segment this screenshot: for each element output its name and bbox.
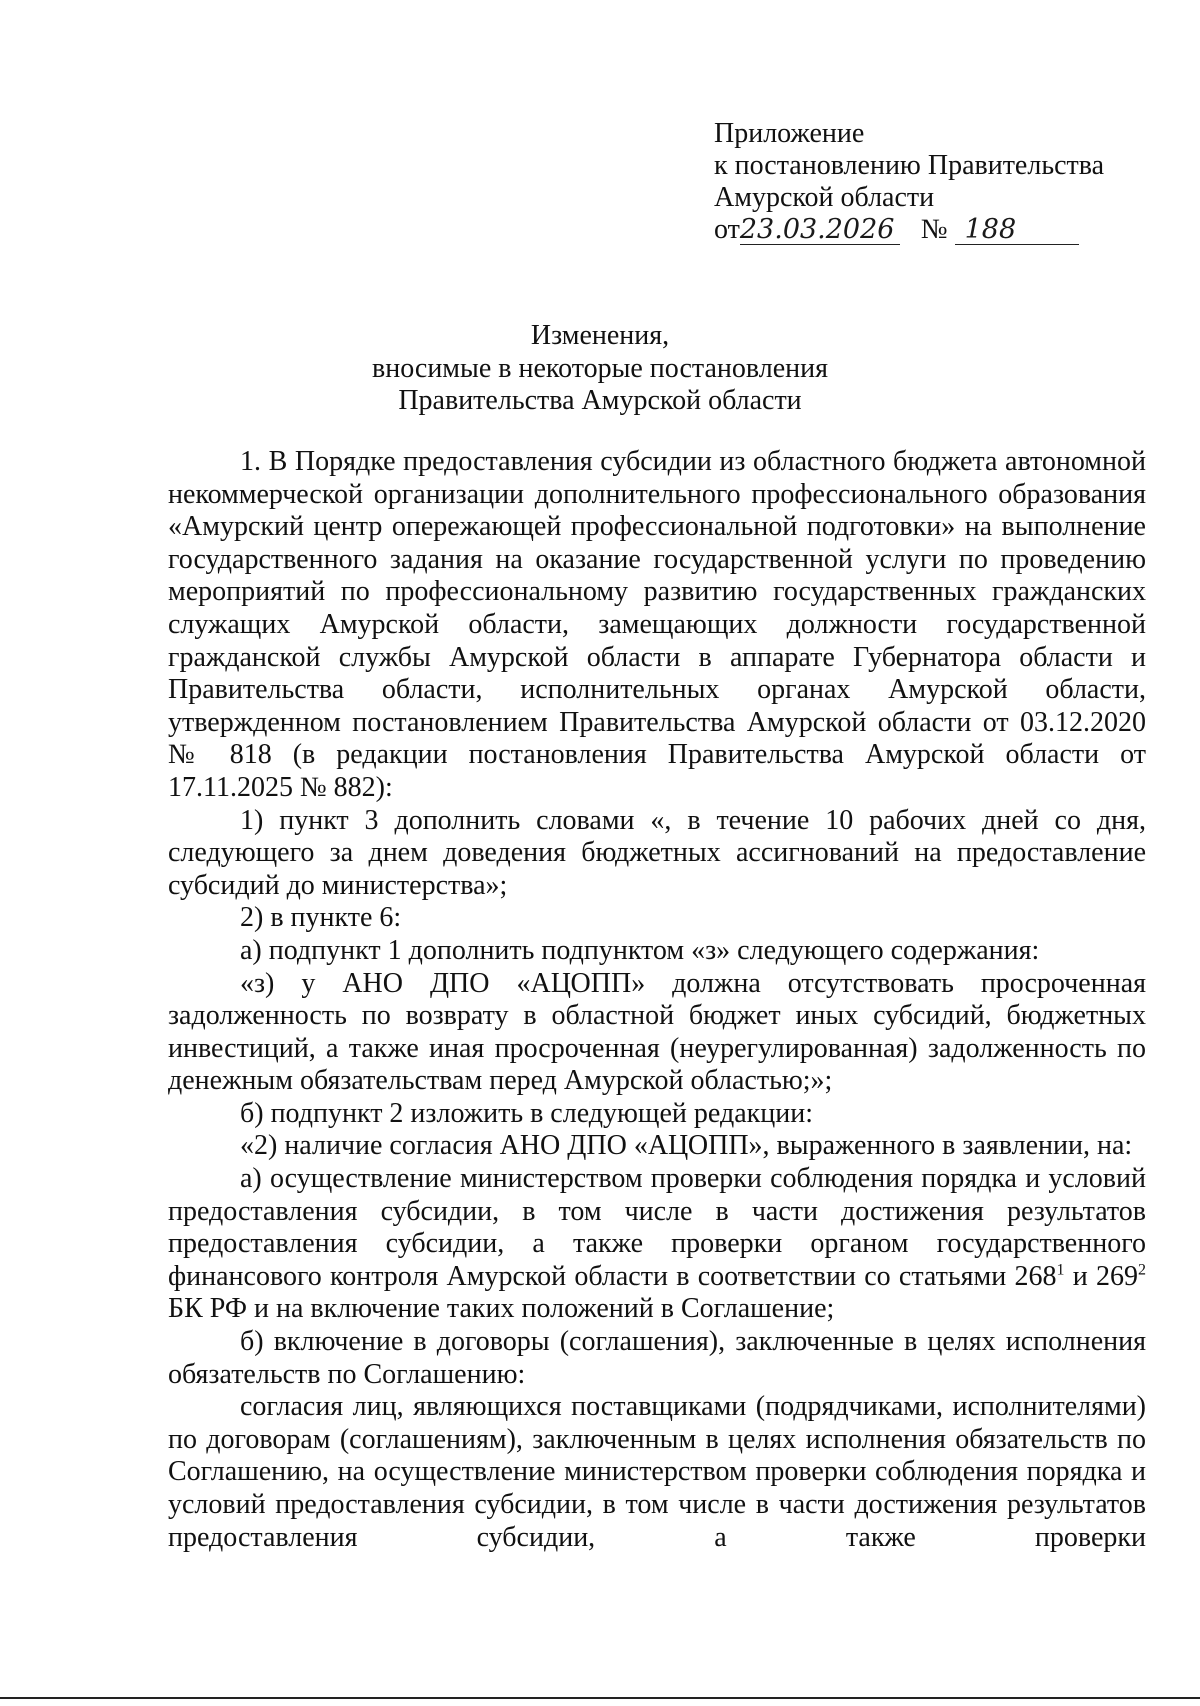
paragraph-1: 1. В Порядке предоставления субсидии из областного бюджета автономной некоммерческой организации дополнительного профессионального образования «Амурский центр опережающей профессиональной подготовки» на выполнение государственного задания на оказание государственной услуги по проведению мероприятий по профессиональному развитию государственных гражданских служащих Амурской области, замещающих должности государственной гражданской службы Амурской области в аппарате Губернатора области и Правительства области, исполнительных органах Амурской области, утвержденном постановлением Правительства Амурской области от 03.12.2020 № 818 (в редакции постановления Правительства Амурской области от 17.11.2025 № 882): xyxy=(168,446,1146,803)
paragraph-2: 1) пункт 3 дополнить словами «, в течение 10 рабочих дней со дня, следующего за днем доведения бюджетных ассигнований на предоставление субсидий до министерства»; xyxy=(168,804,1146,901)
title-line-3: Правительства Амурской области xyxy=(398,385,802,416)
paragraph-8-part-b: и 269 xyxy=(1064,1260,1138,1292)
document-title xyxy=(0,320,1200,418)
paragraph-10: согласия лиц, являющихся поставщиками (подрядчиками, исполнителями) по договорам (соглашениям), заключенным в целях исполнения обязательств по Соглашению, на осуществление министерством проверки соблюдения порядка и условий предоставления субсидии, в том числе в части достижения результатов предоставления субсидии, а также проверки xyxy=(168,1391,1146,1553)
superscript-1: 1 xyxy=(1056,1261,1065,1279)
paragraph-8-part-c: БК РФ и на включение таких положений в Соглашение; xyxy=(168,1293,835,1325)
appendix-label: Приложение xyxy=(714,118,865,149)
paragraph-8-part-a: а) осуществление министерством проверки соблюдения порядка и условий предоставления субсидии, в том числе в части достижения результатов предоставления субсидии, а также проверки органом государственного финансового контроля Амурской области в соответствии со статьями 268 xyxy=(168,1163,1146,1292)
appendix-decree-ref: к постановлению Правительства xyxy=(714,150,1105,181)
appendix-header xyxy=(714,118,1104,246)
paragraph-8 xyxy=(168,1163,1146,1326)
paragraph-5: «з) у АНО ДПО «АЦОПП» должна отсутствовать просроченная задолженность по возврату в областной бюджет иных субсидий, бюджетных инвестиций, а также иная просроченная (неурегулированная) задолженность по денежным обязательствам перед Амурской областью;»; xyxy=(168,967,1146,1097)
date-field xyxy=(740,216,900,245)
handwritten-number: 188 xyxy=(964,214,1017,245)
paragraph-7: «2) наличие согласия АНО ДПО «АЦОПП», выраженного в заявлении, на: xyxy=(240,1130,1133,1162)
date-prefix: от xyxy=(714,214,740,245)
appendix-date-number-line xyxy=(714,214,1104,246)
paragraph-6: б) подпункт 2 изложить в следующей редакции: xyxy=(240,1097,813,1129)
number-field xyxy=(955,216,1079,245)
number-prefix: № xyxy=(920,214,948,245)
page-bottom-border xyxy=(0,1697,1200,1699)
title-line-1: Изменения, xyxy=(530,320,670,351)
title-line-2: вносимые в некоторые постановления xyxy=(371,352,829,384)
paragraph-9: б) включение в договоры (соглашения), заключенные в целях исполнения обязательств по Соглашению: xyxy=(168,1326,1146,1390)
document-body xyxy=(168,446,1146,1554)
superscript-2: 2 xyxy=(1138,1261,1146,1279)
appendix-region: Амурской области xyxy=(714,182,935,213)
paragraph-3: 2) в пункте 6: xyxy=(240,902,402,934)
paragraph-4: а) подпункт 1 дополнить подпунктом «з» следующего содержания: xyxy=(240,934,1040,966)
handwritten-date: 23.03.2026 xyxy=(739,214,895,245)
